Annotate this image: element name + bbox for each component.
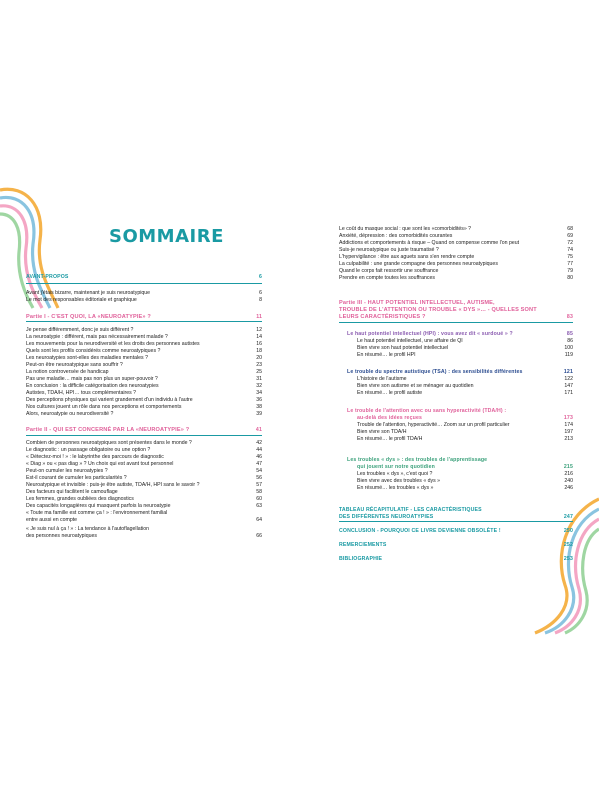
toc-entry-page: 44: [256, 447, 262, 453]
toc-entry-title: Nos cultures jouent un rôle dans nos perceptions et comportements: [26, 404, 182, 410]
toc-entry-title: CONCLUSION - POURQUOI CE LIVRE DEVIENNE OBSOLÈTE !: [339, 528, 501, 534]
toc-entry-page: 58: [256, 489, 262, 495]
toc-entry-page: 32: [256, 383, 262, 389]
toc-entry-page: 12: [256, 327, 262, 333]
toc-entry-title: Partie III - HAUT POTENTIEL INTELLECTUEL, AUTISME,: [339, 300, 495, 306]
toc-entry-title: Le coût du masque social : que sont les «comorbidités» ?: [339, 226, 472, 232]
toc-entry-page: 56: [256, 475, 262, 481]
toc-entry-title: Pas une maladie… mais pas non plus un super-pouvoir ?: [26, 376, 158, 382]
toc-entry-page: 39: [256, 411, 262, 417]
section-divider: [339, 322, 573, 323]
toc-entry-title: Partie II - QUI EST CONCERNÉ PAR LA «NEUROATYPIE» ?: [26, 427, 190, 433]
toc-entry-title: Quand le corps fait ressortir une souffrance: [339, 268, 439, 274]
toc-entry-title: En résumé… les troubles « dys »: [357, 485, 434, 491]
toc-entry-title: Le haut potentiel intellectuel (HPI) : vous avez dit « surdoué » ?: [347, 331, 513, 337]
toc-entry-page: 36: [256, 397, 262, 403]
toc-entry-title: Le trouble de l'attention avec ou sans hyperactivité (TDA/H) :: [347, 408, 507, 414]
toc-entry-page: 54: [256, 468, 262, 474]
toc-entry-page: 66: [256, 533, 262, 539]
toc-entry-page: 86: [567, 338, 573, 344]
toc-entry-title: Trouble de l'attention, hyperactivité… Zoom sur un profil particulier: [357, 422, 510, 428]
toc-entry-title: des personnes neuroatypiques: [26, 533, 97, 539]
toc-entry-page: 171: [564, 390, 573, 396]
toc-entry-title: Des perceptions physiques qui varient grandement d'un individu à l'autre: [26, 397, 193, 403]
toc-entry-title: L'histoire de l'autisme: [357, 376, 407, 382]
toc-entry-title: Partie I - C'EST QUOI, LA «NEUROATYPIE» ?: [26, 314, 151, 320]
toc-entry-title: La notion controversée de handicap: [26, 369, 109, 375]
toc-entry-page: 23: [256, 362, 262, 368]
toc-entry-title: Les troubles « dys », c'est quoi ?: [357, 471, 433, 477]
toc-entry-page: 197: [564, 429, 573, 435]
toc-entry-title: Addictions et comportements à risque – Quand on compense comme l'on peut: [339, 240, 520, 246]
toc-entry-title: Les neuroatypies sont-elles des maladies mentales ?: [26, 355, 148, 361]
toc-entry-title: Les mouvements pour la neurodiversité et les droits des personnes autistes: [26, 341, 200, 347]
section-divider: [26, 321, 262, 322]
toc-entry-page: 74: [567, 247, 573, 253]
toc-entry-page: 34: [256, 390, 262, 396]
toc-entry-title: Les troubles « dys » : des troubles de l'apprentissage: [347, 457, 488, 463]
toc-entry-title: AVANT-PROPOS: [26, 274, 69, 280]
toc-entry-page: 83: [566, 314, 573, 320]
toc-entry-title: entre aussi en compte: [26, 517, 78, 523]
toc-entry-page: 252: [563, 542, 573, 548]
toc-entry-page: 121: [563, 369, 573, 375]
toc-entry-title: La culpabilité : une grande compagne des personnes neuroatypiques: [339, 261, 498, 267]
toc-entry-page: 47: [256, 461, 262, 467]
toc-entry-page: 253: [563, 556, 573, 562]
toc-entry-title: Prendre en compte toutes les souffrances: [339, 275, 435, 281]
toc-entry-title: Bien vivre avec des troubles « dys »: [357, 478, 441, 484]
toc-entry-page: 100: [564, 345, 573, 351]
toc-entry-title: En résumé… le profil TDA/H: [357, 436, 423, 442]
toc-entry-title: Autistes, TDA/H, HPI… tous complémentaires ?: [26, 390, 137, 396]
toc-entry-title: Les femmes, grandes oubliées des diagnostics: [26, 496, 134, 502]
toc-entry-title: TABLEAU RÉCAPITULATIF - LES CARACTÉRISTIQUES: [339, 507, 482, 513]
toc-entry-page: 85: [566, 331, 573, 337]
toc-entry-title: « Toute ma famille est comme ça ! » : l'environnement familial: [26, 510, 168, 516]
toc-entry-title: « Je suis nul à ça ! » : La tendance à l'autoflagellation: [26, 526, 149, 532]
toc-entry-title: LEURS CARACTÉRISTIQUES ?: [339, 314, 426, 320]
toc-entry-title: Bien vivre son TDA/H: [357, 429, 407, 435]
toc-entry-page: 79: [567, 268, 573, 274]
toc-entry-page: 122: [564, 376, 573, 382]
toc-entry-page: 68: [567, 226, 573, 232]
toc-entry-title: Le mot des responsables éditoriale et graphique: [26, 297, 137, 303]
toc-entry-title: L'hypervigilance : être aux aguets sans s'en rendre compte: [339, 254, 475, 260]
toc-entry-page: 20: [256, 355, 262, 361]
toc-entry-title: Le trouble du spectre autistique (TSA) : des sensibilités différentes: [347, 369, 523, 375]
toc-entry-title: Des facteurs qui facilitent le camouflage: [26, 489, 118, 495]
toc-entry-page: 246: [564, 485, 573, 491]
toc-entry-page: 174: [564, 422, 573, 428]
toc-entry-title: Quels sont les profils considérés comme neuroatypiques ?: [26, 348, 161, 354]
toc-entry-page: 16: [256, 341, 262, 347]
toc-entry-title: Suis-je neuroatypique ou juste traumatisé ?: [339, 247, 439, 253]
toc-entry-page: 41: [255, 427, 262, 433]
toc-entry-page: 247: [563, 514, 573, 520]
section-divider: [339, 521, 573, 522]
toc-entry-title: DES DIFFÉRENTES NEUROATYPIES: [339, 514, 434, 520]
toc-entry-page: 6: [259, 290, 262, 296]
toc-entry-page: 60: [256, 496, 262, 502]
toc-entry-title: qui jouent sur notre quotidien: [357, 464, 435, 470]
toc-entry-title: Est-il courant de cumuler les particularités ?: [26, 475, 127, 481]
toc-entry-page: 42: [256, 440, 262, 446]
toc-entry-page: 215: [563, 464, 573, 470]
toc-entry-page: 75: [567, 254, 573, 260]
toc-entry-page: 8: [259, 297, 262, 303]
section-divider: [26, 283, 262, 284]
toc-entry-page: 77: [567, 261, 573, 267]
toc-entry-title: Combien de personnes neuroatypiques sont présentes dans le monde ?: [26, 440, 192, 446]
toc-entry-title: Alors, neuroatypie ou neurodiversité ?: [26, 411, 114, 417]
toc-entry-title: En résumé… le profil autiste: [357, 390, 423, 396]
toc-entry-page: 18: [256, 348, 262, 354]
toc-entry-page: 72: [567, 240, 573, 246]
toc-entry-title: Bien vivre son autisme et se ménager au quotidien: [357, 383, 474, 389]
toc-entry-page: 31: [256, 376, 262, 382]
toc-entry-page: 14: [256, 334, 262, 340]
toc-entry-title: TROUBLE DE L'ATTENTION OU TROUBLE « DYS »… - QUELLES SONT: [339, 307, 537, 313]
toc-entry-title: Neuroatypique et invisible : puis-je être autiste, TDA/H, HPI sans le savoir ?: [26, 482, 200, 488]
toc-entry-page: 63: [256, 503, 262, 509]
toc-entry-page: 119: [564, 352, 573, 358]
toc-entry-title: REMERCIEMENTS: [339, 542, 387, 548]
toc-entry-page: 240: [564, 478, 573, 484]
toc-entry-title: « Détectez-moi ! » : le labyrinthe des parcours de diagnostic: [26, 454, 164, 460]
toc-entry-page: 57: [256, 482, 262, 488]
toc-entry-page: 216: [564, 471, 573, 477]
toc-entry-page: 11: [256, 314, 262, 320]
toc-entry-title: En résumé… le profil HPI: [357, 352, 416, 358]
toc-entry-title: Peut-on cumuler les neuroatypies ?: [26, 468, 108, 474]
toc-entry-page: 213: [564, 436, 573, 442]
toc-entry-page: 25: [256, 369, 262, 375]
toc-entry-title: Des capacités longagières qui masquent parfois la neuroatypie: [26, 503, 171, 509]
toc-entry-title: Peut-on être neuroatypique sans souffrir ?: [26, 362, 123, 368]
toc-entry-title: Anxiété, dépression : des comorbidités courantes: [339, 233, 453, 239]
toc-entry-page: 173: [563, 415, 573, 421]
toc-entry-page: 6: [258, 274, 262, 280]
toc-left-column: [26, 0, 262, 800]
page-title: SOMMAIRE: [109, 226, 224, 247]
toc-entry-title: Le haut potentiel intellectuel, une affaire de QI: [357, 338, 463, 344]
toc-entry-title: Bien vivre son haut potentiel intellectuel: [357, 345, 449, 351]
toc-entry-title: Avant j'étais bizarre, maintenant je suis neuroatypique: [26, 290, 151, 296]
toc-entry-page: 250: [563, 528, 573, 534]
toc-entry-title: Le diagnostic : un passage obligatoire ou une option ?: [26, 447, 151, 453]
toc-right-column: [339, 0, 573, 800]
toc-entry-page: 80: [567, 275, 573, 281]
toc-entry-title: La neuroatypie : différent, mais pas nécessairement malade ?: [26, 334, 168, 340]
toc-entry-title: Je pense différemment, donc je suis différent ?: [26, 327, 134, 333]
toc-entry-page: 46: [256, 454, 262, 460]
section-divider: [26, 435, 262, 436]
toc-entry-page: 64: [256, 517, 262, 523]
toc-entry-title: BIBLIOGRAPHIE: [339, 556, 383, 562]
toc-entry-title: « Diag » ou « pas diag » ? Un choix qui est avant tout personnel: [26, 461, 174, 467]
toc-entry-page: 147: [564, 383, 573, 389]
toc-entry-page: 69: [567, 233, 573, 239]
toc-entry-title: En conclusion : la difficile catégorisation des neuroatypies: [26, 383, 159, 389]
toc-entry-title: au-delà des idées reçues: [357, 415, 423, 421]
toc-entry-page: 38: [256, 404, 262, 410]
